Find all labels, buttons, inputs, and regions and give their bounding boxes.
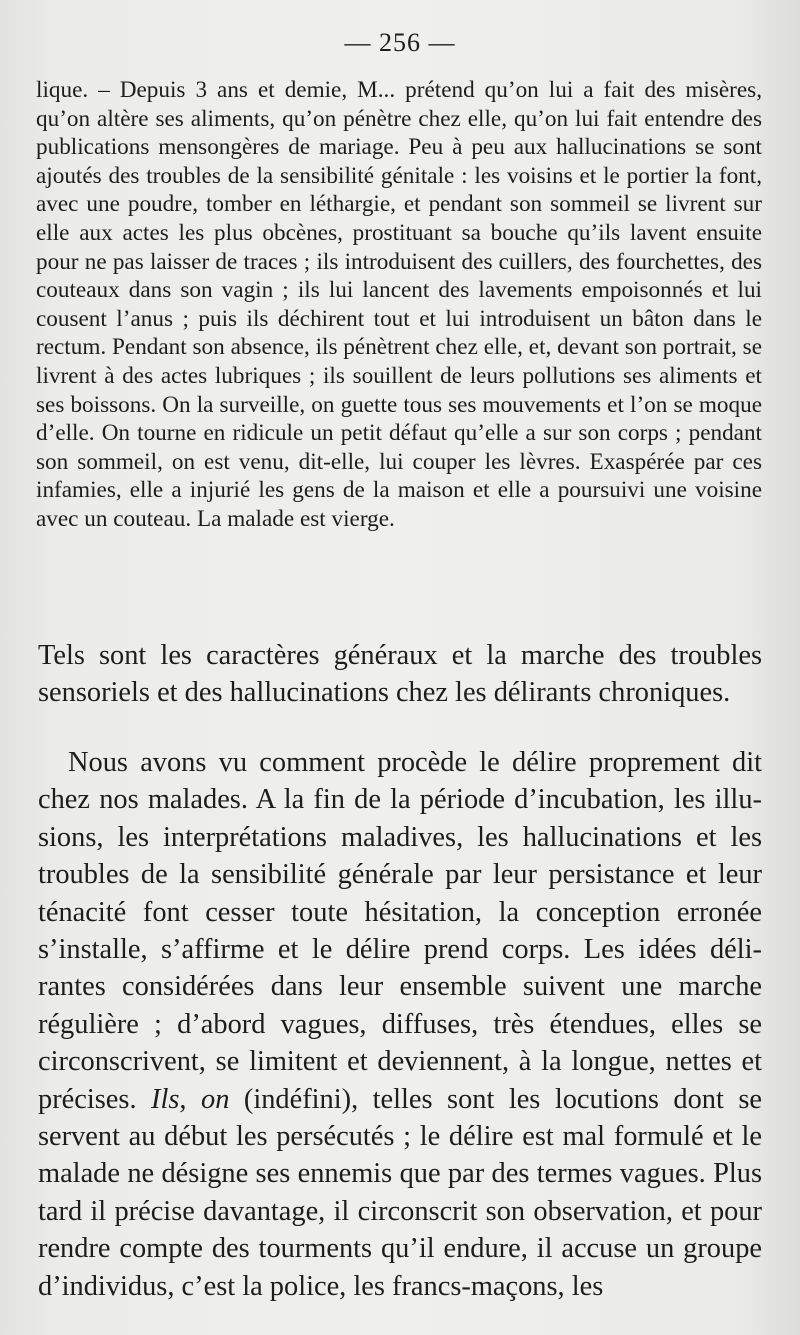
page-number: — 256 — [344,28,456,57]
paragraph-text-part-1: Nous avons vu comment procède le délire proprement dit chez nos malades. A la fin de la période d’incubation, les illusions, les interprétations maladives, les hallucinations et les troubles de la sensibilité générale par leur persistance et leur ténacité font cesser toute hésitation, la conception erronée s’installe, s’affirme et le délire prend corps. Les idées délirantes considérées dans leur ensemble suivent une marche régulière ; d’abord vagues, diffuses, très étendues, elles se circonscrivent, se limitent et deviennent, à la longue, nettes et précises. [38,747,762,1115]
delire-paragraph [38,744,762,1305]
case-observation-text: lique. – Depuis 3 ans et demie, M... prétend qu’on lui a fait des misères, qu’on altère ses aliments, qu’on pénètre chez elle, qu’on lui fait entendre des publications mensongères de mariage. Peu à peu aux hallucinations se sont ajoutés des troubles de la sensibilité génitale : les voisins et le portier la font, avec une poudre, tomber en léthargie, et pendant son sommeil se livrent sur elle aux actes les plus obcènes, prostituant sa bouche qu’ils lavent ensuite pour ne pas laisser de traces ; ils introduisent des cuillers, des fourchettes, des couteaux dans son vagin ; ils lui lancent des lavements empoisonnés et lui cousent l’anus ; puis ils déchirent tout et lui introduisent un bâton dans le rectum. Pendant son absence, ils pénètrent chez elle, et, devant son portrait, se livrent à des actes lubriques ; ils souillent de leurs pollutions ses aliments et ses boissons. On la surveille, on guette tous ses mouvements et l’on se moque d’elle. On tourne en ridicule un petit défaut qu’elle a sur son corps ; pendant son sommeil, on est venu, dit-elle, lui couper les lèvres. Exaspérée par ces infamies, elle a injurié les gens de la maison et elle a poursuivi une voisine avec un couteau. La malade est vierge. [36,77,762,532]
paragraph-text-part-2: (indéfini), telles sont les locutions dont se servent au début les persécutés ; le délire est mal formulé et le malade ne désigne ses ennemis que par des termes vagues. Plus tard il précise davantage, il circonscrit son observation, et pour rendre compte des tourments qu’il endure, il accuse un groupe d’individus, c’est la police, les francs-maçons, les [38,1083,762,1302]
italic-term-on: on [201,1083,230,1115]
italic-term-ils: Ils [151,1083,180,1115]
summary-paragraph: Tels sont les caractères généraux et la marche des troubles sensoriels et des hallucinations chez les délirants chroniques. [38,640,762,709]
term-separator: , [179,1083,201,1115]
